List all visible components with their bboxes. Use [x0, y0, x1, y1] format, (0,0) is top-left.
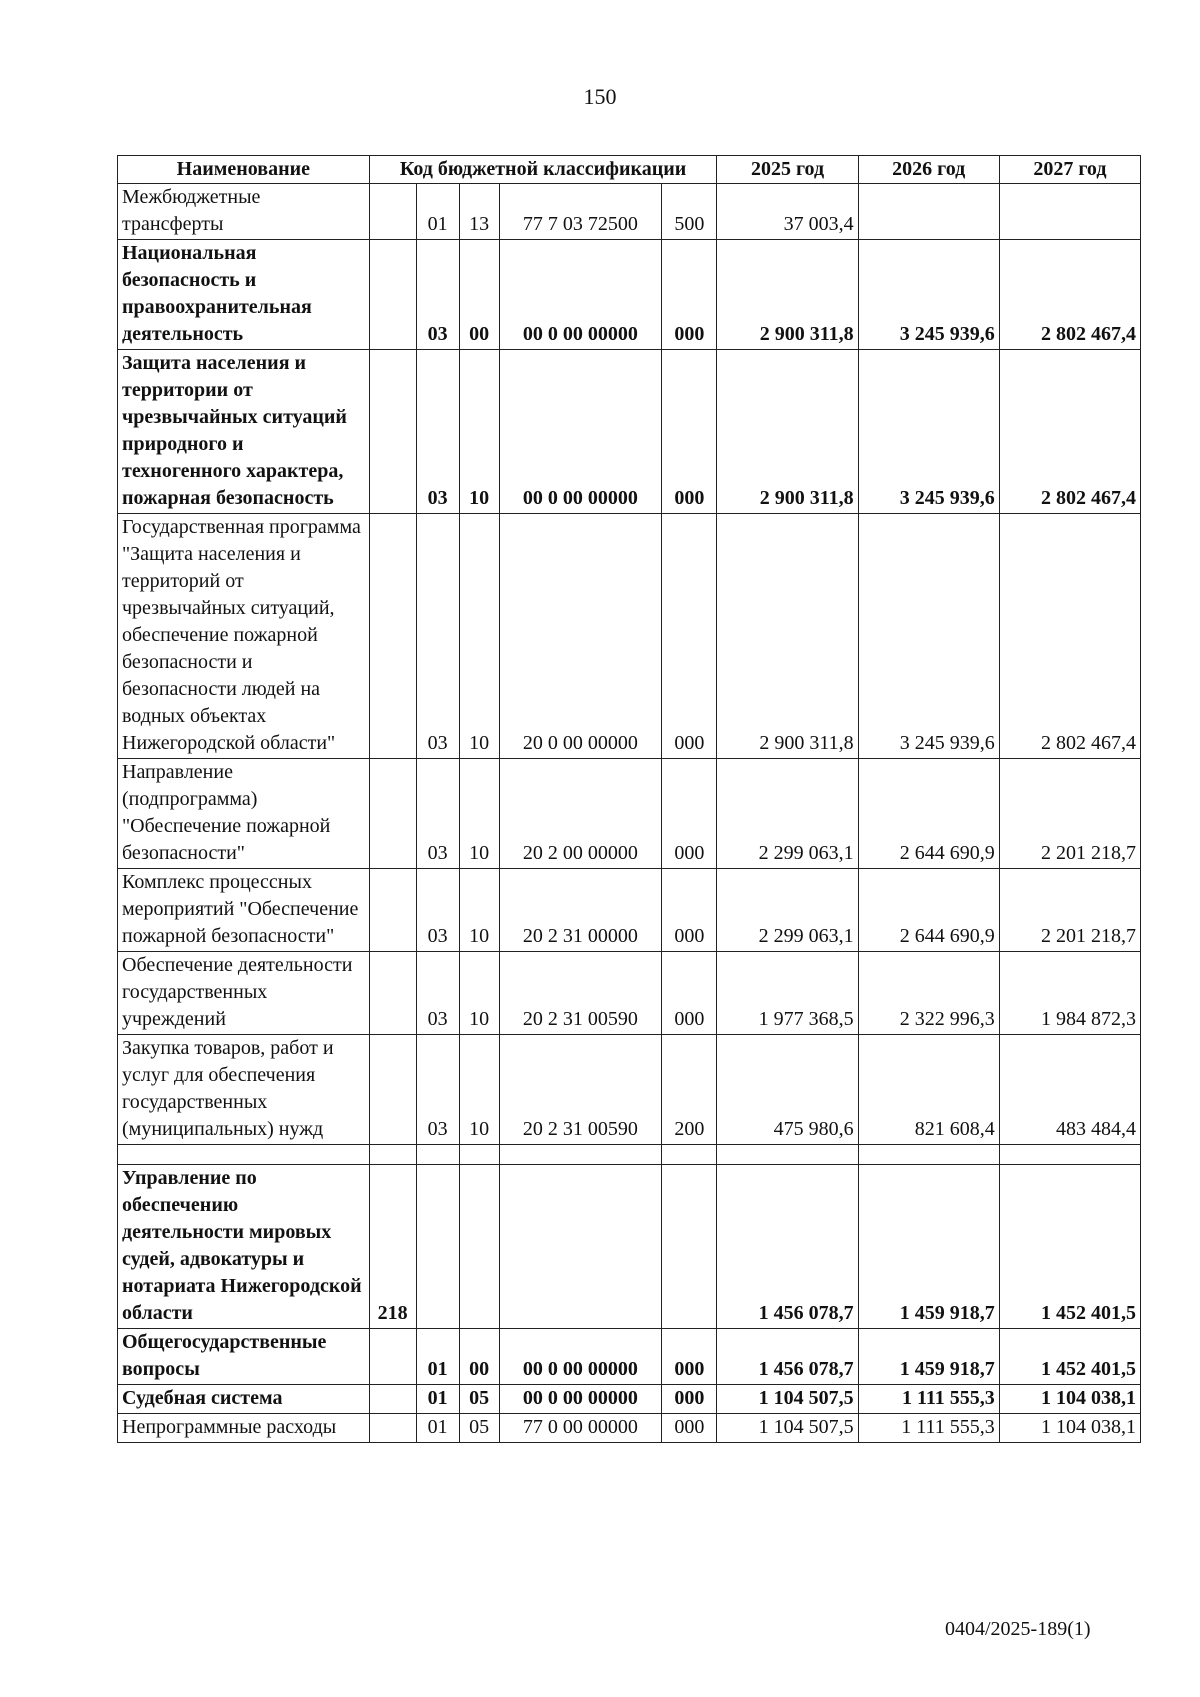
- spacer-cell: [369, 1145, 416, 1165]
- cell-expense-type: 000: [662, 869, 717, 952]
- cell-section: 01: [416, 184, 459, 240]
- table-row: [118, 952, 1141, 1035]
- cell-2027: [999, 184, 1140, 240]
- cell-section: 03: [416, 759, 459, 869]
- cell-2026: 2 644 690,9: [858, 759, 999, 869]
- spacer-cell: [999, 1145, 1140, 1165]
- cell-section: 01: [416, 1385, 459, 1414]
- table-row: [118, 869, 1141, 952]
- cell-ved: [369, 1414, 416, 1443]
- cell-2026: 2 322 996,3: [858, 952, 999, 1035]
- cell-name: Направление (подпрограмма) "Обеспечение пожарной безопасности": [118, 759, 370, 869]
- cell-2025: 2 900 311,8: [717, 240, 858, 350]
- cell-section: 03: [416, 869, 459, 952]
- cell-2027: 2 802 467,4: [999, 350, 1140, 514]
- cell-2025: 37 003,4: [717, 184, 858, 240]
- cell-ved: [369, 240, 416, 350]
- cell-name: Государственная программа "Защита населения и территорий от чрезвычайных ситуаций, обеспечение пожарной безопасности и безопасности людей на водных объектах Нижегородской области": [118, 514, 370, 759]
- cell-2025: 2 299 063,1: [717, 869, 858, 952]
- cell-ved: 218: [369, 1165, 416, 1329]
- header-2027: 2027 год: [999, 156, 1140, 184]
- cell-target-article: 00 0 00 00000: [499, 350, 662, 514]
- cell-subsection: 05: [459, 1414, 499, 1443]
- spacer-cell: [662, 1145, 717, 1165]
- cell-subsection: 13: [459, 184, 499, 240]
- cell-subsection: 10: [459, 952, 499, 1035]
- cell-ved: [369, 184, 416, 240]
- cell-ved: [369, 1329, 416, 1385]
- cell-section: 03: [416, 350, 459, 514]
- cell-subsection: 10: [459, 1035, 499, 1145]
- cell-target-article: 77 7 03 72500: [499, 184, 662, 240]
- document-code: 0404/2025-189(1): [945, 1618, 1091, 1640]
- cell-target-article: 77 0 00 00000: [499, 1414, 662, 1443]
- cell-2025: 1 456 078,7: [717, 1165, 858, 1329]
- table-row: [118, 1385, 1141, 1414]
- spacer-cell: [499, 1145, 662, 1165]
- cell-ved: [369, 1385, 416, 1414]
- cell-target-article: 20 2 31 00000: [499, 869, 662, 952]
- cell-target-article: 20 0 00 00000: [499, 514, 662, 759]
- cell-expense-type: [662, 1165, 717, 1329]
- cell-2026: 1 459 918,7: [858, 1165, 999, 1329]
- cell-2025: 2 299 063,1: [717, 759, 858, 869]
- cell-2026: 1 111 555,3: [858, 1414, 999, 1443]
- cell-section: 03: [416, 952, 459, 1035]
- cell-ved: [369, 514, 416, 759]
- cell-2025: 1 456 078,7: [717, 1329, 858, 1385]
- cell-expense-type: 000: [662, 514, 717, 759]
- cell-target-article: 00 0 00 00000: [499, 1329, 662, 1385]
- cell-section: 01: [416, 1329, 459, 1385]
- header-code: Код бюджетной классификации: [369, 156, 717, 184]
- cell-expense-type: 000: [662, 240, 717, 350]
- header-2025: 2025 год: [717, 156, 858, 184]
- cell-ved: [369, 952, 416, 1035]
- spacer-cell: [459, 1145, 499, 1165]
- cell-2026: 3 245 939,6: [858, 240, 999, 350]
- cell-section: 03: [416, 514, 459, 759]
- cell-section: 03: [416, 1035, 459, 1145]
- table-row: [118, 759, 1141, 869]
- table-row: [118, 1165, 1141, 1329]
- table-body: [118, 184, 1141, 1443]
- cell-2025: 2 900 311,8: [717, 350, 858, 514]
- cell-2025: 1 104 507,5: [717, 1385, 858, 1414]
- cell-name: Межбюджетные трансферты: [118, 184, 370, 240]
- cell-name: Управление по обеспечению деятельности мировых судей, адвокатуры и нотариата Нижегородской области: [118, 1165, 370, 1329]
- cell-name: Непрограммные расходы: [118, 1414, 370, 1443]
- cell-2026: [858, 184, 999, 240]
- cell-subsection: 10: [459, 869, 499, 952]
- cell-target-article: 20 2 00 00000: [499, 759, 662, 869]
- table-row: [118, 1145, 1141, 1165]
- table-row: [118, 1035, 1141, 1145]
- cell-ved: [369, 869, 416, 952]
- cell-target-article: 00 0 00 00000: [499, 1385, 662, 1414]
- cell-subsection: 00: [459, 240, 499, 350]
- cell-subsection: 05: [459, 1385, 499, 1414]
- header-name: Наименование: [118, 156, 370, 184]
- cell-2027: 1 104 038,1: [999, 1414, 1140, 1443]
- cell-target-article: 00 0 00 00000: [499, 240, 662, 350]
- cell-name: Общегосударственные вопросы: [118, 1329, 370, 1385]
- cell-section: [416, 1165, 459, 1329]
- cell-expense-type: 000: [662, 1414, 717, 1443]
- cell-name: Судебная система: [118, 1385, 370, 1414]
- cell-expense-type: 000: [662, 350, 717, 514]
- cell-2026: 1 111 555,3: [858, 1385, 999, 1414]
- spacer-cell: [118, 1145, 370, 1165]
- cell-subsection: 00: [459, 1329, 499, 1385]
- cell-target-article: 20 2 31 00590: [499, 1035, 662, 1145]
- table-row: [118, 240, 1141, 350]
- budget-table: [117, 155, 1141, 1443]
- table-row: [118, 184, 1141, 240]
- cell-2026: 821 608,4: [858, 1035, 999, 1145]
- table-row: [118, 514, 1141, 759]
- table-row: [118, 1414, 1141, 1443]
- cell-ved: [369, 1035, 416, 1145]
- cell-section: 03: [416, 240, 459, 350]
- cell-2026: 3 245 939,6: [858, 350, 999, 514]
- cell-expense-type: 000: [662, 759, 717, 869]
- cell-expense-type: 000: [662, 1329, 717, 1385]
- cell-name: Национальная безопасность и правоохранительная деятельность: [118, 240, 370, 350]
- cell-name: Обеспечение деятельности государственных учреждений: [118, 952, 370, 1035]
- cell-subsection: 10: [459, 350, 499, 514]
- cell-subsection: 10: [459, 514, 499, 759]
- cell-2025: 1 104 507,5: [717, 1414, 858, 1443]
- table-row: [118, 350, 1141, 514]
- cell-ved: [369, 759, 416, 869]
- spacer-cell: [717, 1145, 858, 1165]
- cell-2027: 1 452 401,5: [999, 1165, 1140, 1329]
- cell-2027: 1 452 401,5: [999, 1329, 1140, 1385]
- cell-2026: 1 459 918,7: [858, 1329, 999, 1385]
- cell-subsection: [459, 1165, 499, 1329]
- cell-expense-type: 500: [662, 184, 717, 240]
- cell-2027: 1 984 872,3: [999, 952, 1140, 1035]
- cell-2027: 2 802 467,4: [999, 240, 1140, 350]
- cell-ved: [369, 350, 416, 514]
- cell-expense-type: 200: [662, 1035, 717, 1145]
- cell-target-article: 20 2 31 00590: [499, 952, 662, 1035]
- cell-target-article: [499, 1165, 662, 1329]
- cell-2027: 2 802 467,4: [999, 514, 1140, 759]
- table-header-row: [118, 156, 1141, 184]
- cell-2027: 483 484,4: [999, 1035, 1140, 1145]
- cell-2026: 3 245 939,6: [858, 514, 999, 759]
- cell-2025: 1 977 368,5: [717, 952, 858, 1035]
- cell-2027: 1 104 038,1: [999, 1385, 1140, 1414]
- spacer-cell: [858, 1145, 999, 1165]
- cell-name: Защита населения и территории от чрезвычайных ситуаций природного и техногенного характера, пожарная безопасность: [118, 350, 370, 514]
- cell-2027: 2 201 218,7: [999, 869, 1140, 952]
- header-2026: 2026 год: [858, 156, 999, 184]
- cell-2025: 475 980,6: [717, 1035, 858, 1145]
- cell-expense-type: 000: [662, 952, 717, 1035]
- cell-2025: 2 900 311,8: [717, 514, 858, 759]
- cell-name: Закупка товаров, работ и услуг для обеспечения государственных (муниципальных) нужд: [118, 1035, 370, 1145]
- cell-subsection: 10: [459, 759, 499, 869]
- page-number: 150: [583, 84, 617, 109]
- cell-expense-type: 000: [662, 1385, 717, 1414]
- cell-2026: 2 644 690,9: [858, 869, 999, 952]
- cell-name: Комплекс процессных мероприятий "Обеспечение пожарной безопасности": [118, 869, 370, 952]
- cell-2027: 2 201 218,7: [999, 759, 1140, 869]
- cell-section: 01: [416, 1414, 459, 1443]
- table-row: [118, 1329, 1141, 1385]
- spacer-cell: [416, 1145, 459, 1165]
